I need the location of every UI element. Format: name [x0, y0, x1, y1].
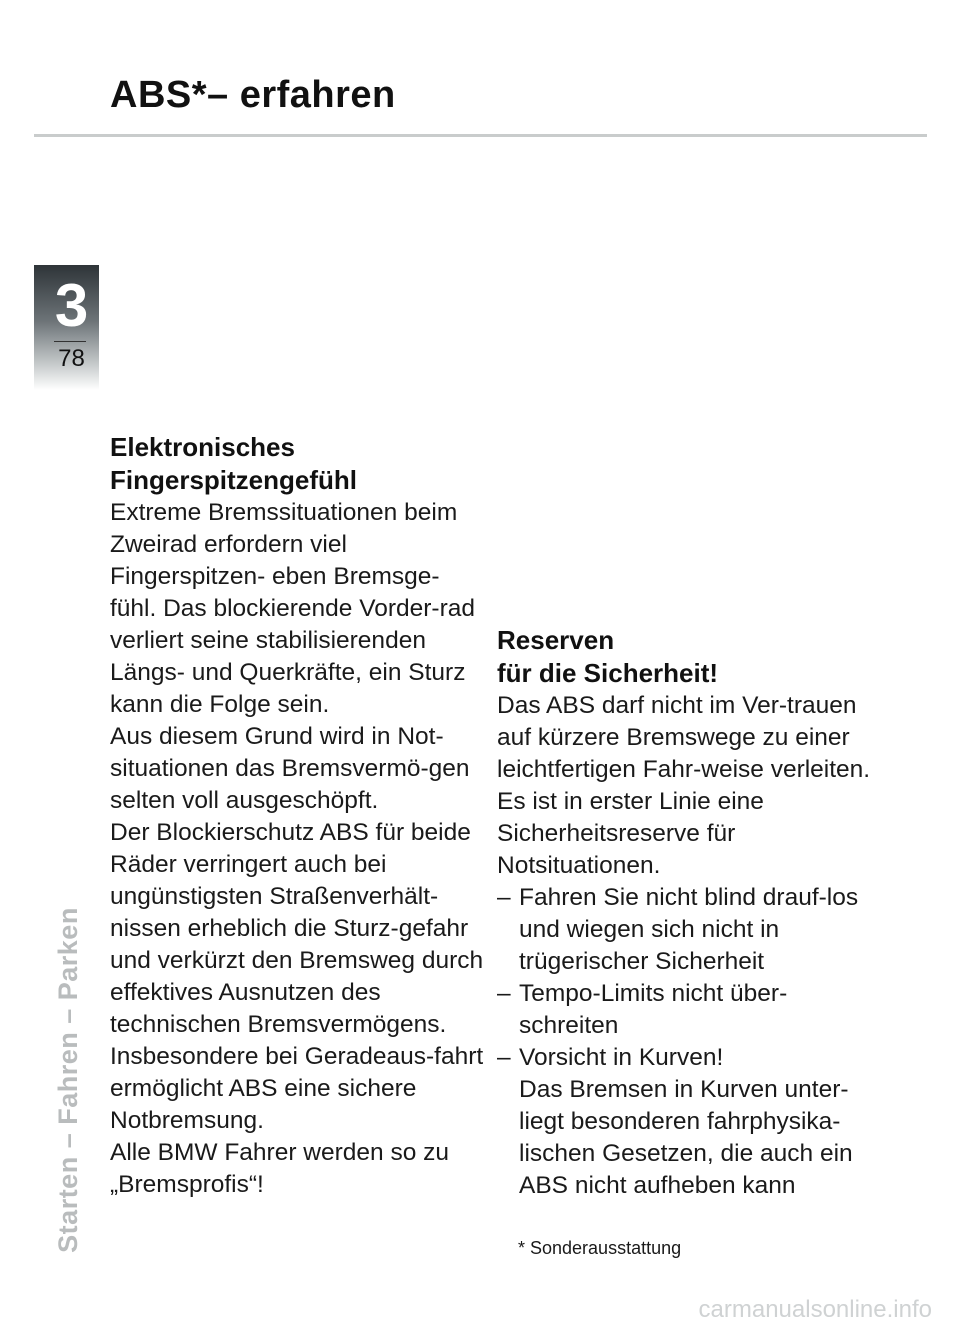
page-title: ABS*– erfahren — [110, 74, 396, 116]
section-heading-fingerspitzengefuehl — [110, 431, 485, 497]
paragraph: Alle BMW Fahrer werden so zu „Bremsprofis“! — [110, 1139, 450, 1198]
title-divider — [34, 134, 927, 137]
chapter-number: 3 — [54, 272, 89, 339]
watermark: carmanualsonline.info — [698, 1296, 932, 1323]
heading-line: für die Sicherheit! — [497, 658, 719, 688]
right-column — [497, 624, 877, 1202]
paragraph: Das ABS darf nicht im Ver-trauen auf kürzere Bremswege zu einer leichtfertigen Fahr-weise verleiten. Es ist in erster Linie eine Sicherheitsreserve für Notsituationen. — [497, 692, 871, 879]
page-number: 78 — [58, 345, 85, 372]
list-item: – Tempo-Limits nicht über-schreiten — [497, 978, 877, 1042]
heading-line: Reserven — [497, 625, 615, 655]
dash-list — [497, 882, 877, 1074]
list-item: – Vorsicht in Kurven! — [497, 1042, 877, 1074]
paragraph: Extreme Bremssituationen beim Zweirad erfordern viel Fingerspitzen- eben Bremsge-fühl. Das blockierende Vorder-rad verliert seine stabilisierenden Längs- und Querkräfte, ein Sturz kann die Folge sein. — [110, 499, 475, 718]
paragraph: Der Blockierschutz ABS für beide Räder verringert auch bei ungünstigsten Straßenverhält-nissen erheblich die Sturz-gefahr und verkürzt den Bremsweg durch effektives Ausnutzen des technischen Bremsvermögens. — [110, 819, 484, 1038]
chapter-divider — [54, 341, 86, 342]
paragraph: Insbesondere bei Geradeaus-fahrt ermöglicht ABS eine sichere Notbremsung. — [110, 1043, 484, 1134]
chapter-tab — [34, 265, 99, 390]
left-column — [110, 431, 485, 1201]
heading-line: Fingerspitzengefühl — [110, 465, 357, 495]
footnote: * Sonderausstattung — [518, 1238, 682, 1258]
paragraph: Aus diesem Grund wird in Not-situationen das Bremsvermö-gen selten voll ausgeschöpft. — [110, 723, 470, 814]
section-heading-reserven — [497, 624, 877, 690]
heading-line: Elektronisches — [110, 432, 295, 462]
side-chapter-label: Starten – Fahren – Parken — [53, 907, 83, 1253]
list-item: – Fahren Sie nicht blind drauf-los und wiegen sich nicht in trügerischer Sicherheit — [497, 882, 877, 978]
list-item-continuation: Das Bremsen in Kurven unter-liegt besonderen fahrphysika-lischen Gesetzen, die auch ein ABS nicht aufheben kann — [519, 1076, 853, 1199]
